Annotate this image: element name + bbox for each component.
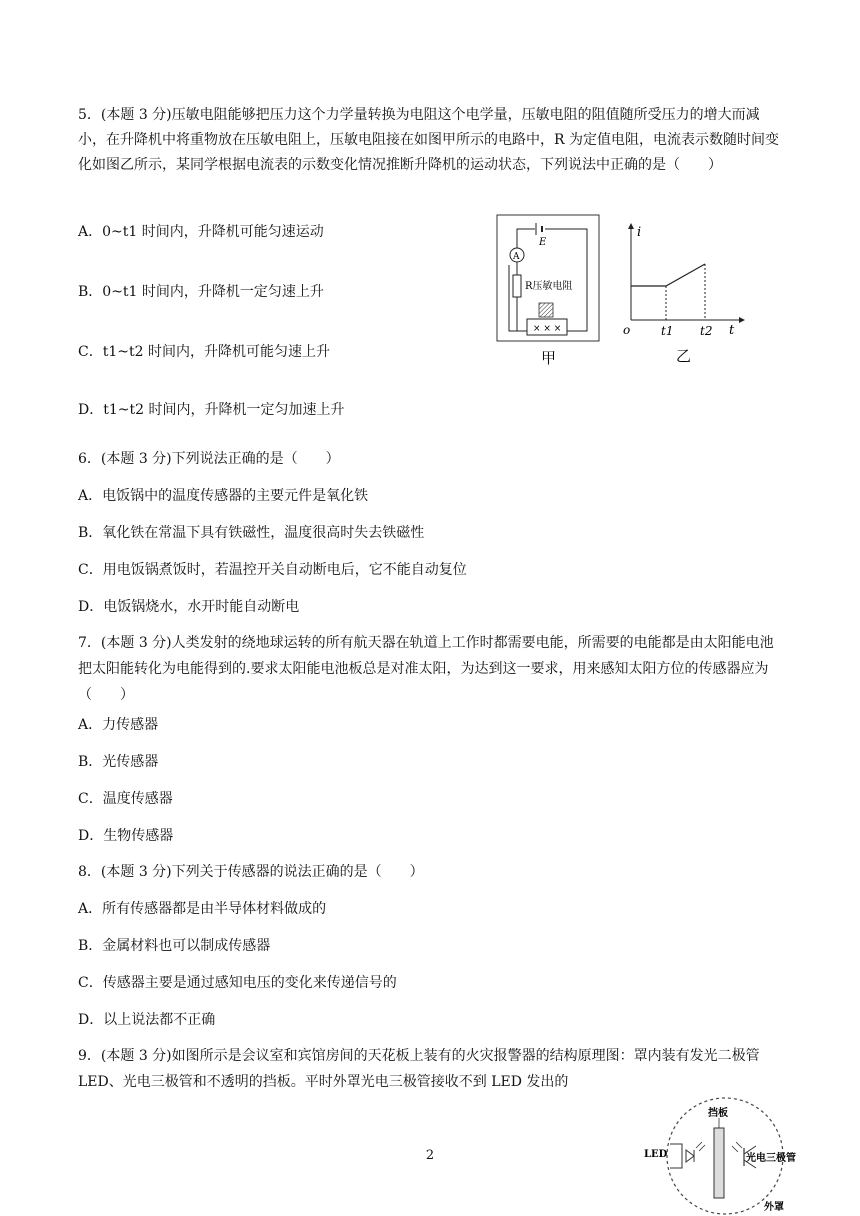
x-axis-label: t [729,323,735,338]
t1-label: t1 [661,324,674,338]
page-number: 2 [425,1148,435,1163]
question-7-stem: 7．(本题 3 分)人类发射的绕地球运转的所有航天器在轨道上工作时都需要电能，所需要的电能都是由太阳能电池把太阳能转化为电能得到的.要求太阳能电池板总是对准太阳，为达到这一要求，用来感知太阳方位的传感器应为（ ） [78,635,774,703]
figure-yi-caption: 乙 [676,347,692,365]
question-6-option-b: B．氧化铁在常温下具有铁磁性，温度很高时失去铁磁性 [78,525,425,541]
question-8-option-d: D．以上说法都不正确 [78,1012,216,1028]
question-5-option-c: C．t1~t2 时间内，升降机可能匀速上升 [78,344,330,360]
origin-label: o [623,323,631,337]
question-6-option-d: D．电饭锅烧水，水开时能自动断电 [78,599,300,615]
question-9-stem: 9．(本题 3 分)如图所示是会议室和宾馆房间的天花板上装有的火灾报警器的结构原理图：罩内装有发光二极管 LED、光电三极管和不透明的挡板。平时外罩光电三极管接收不到 LED 发出的 [78,1048,760,1090]
base-label: × × × [533,324,562,334]
question-5-option-a: A．0~t1 时间内，升降机可能匀速运动 [78,224,324,240]
question-5-option-b: B．0~t1 时间内，升降机一定匀速上升 [78,284,324,300]
battery-label: E [539,237,547,248]
question-5-stem: 5．(本题 3 分)压敏电阻能够把压力这个力学量转换为电阻这个电学量，压敏电阻的阻值随所受压力的增大而减小，在升降机中将重物放在压敏电阻上，压敏电阻接在如图甲所示的电路中，R 为定值电阻，电流表示数随时间变化如图乙所示，某同学根据电流表的示数变化情况推断升降机的运动状态，下列说法中正确的是（ ） [78,107,779,173]
question-5-option-d: D．t1~t2 时间内，升降机一定匀加速上升 [78,402,345,418]
y-axis-label: i [637,225,642,240]
baffle-label: 挡板 [708,1108,728,1119]
question-6-option-a: A．电饭锅中的温度传感器的主要元件是氧化铁 [78,488,369,504]
led-label: LED [644,1149,668,1160]
question-7-option-d: D．生物传感器 [78,828,174,844]
figure-yi-graph [618,222,748,372]
t2-label: t2 [700,324,713,338]
question-7-option-a: A．力传感器 [78,717,159,733]
ammeter-label: A [513,252,520,262]
question-8-option-b: B．金属材料也可以制成传感器 [78,938,271,954]
question-7-option-b: B．光传感器 [78,754,159,770]
question-6-option-c: C．用电饭锅煮饭时，若温控开关自动断电后，它不能自动复位 [78,562,467,578]
question-7-option-c: C．温度传感器 [78,791,173,807]
question-8-option-a: A．所有传感器都是由半导体材料做成的 [78,901,327,917]
figure-jia-caption: 甲 [541,349,557,367]
question-6-stem: 6．(本题 3 分)下列说法正确的是（ ） [78,451,340,467]
figure-jia-circuit [495,213,605,373]
cover-label: 外罩 [764,1202,784,1213]
phototransistor-label: 光电三极管 [746,1153,796,1164]
question-8-option-c: C．传感器主要是通过感知电压的变化来传递信号的 [78,975,397,991]
question-8-stem: 8．(本题 3 分)下列关于传感器的说法正确的是（ ） [78,864,424,880]
resistor-label: R压敏电阻 [525,281,573,292]
